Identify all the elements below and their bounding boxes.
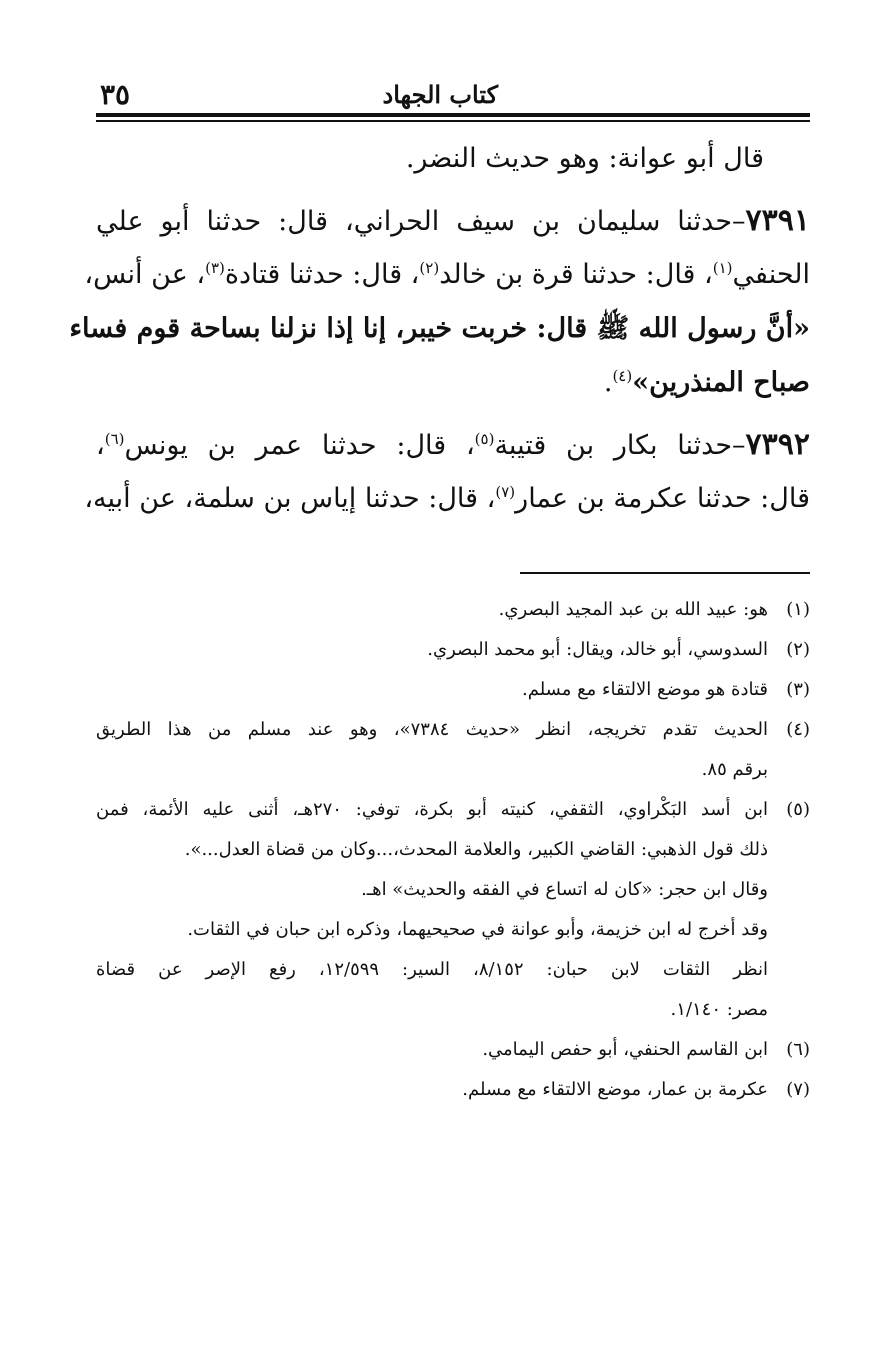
hadith-text: ، قال: حدثنا قرة بن خالد	[439, 259, 713, 290]
hadith-7391-line-2	[84, 248, 810, 302]
text-line	[96, 132, 810, 186]
hadith-text: ، قال: حدثنا إياس بن سلمة، عن أبيه،	[84, 483, 496, 514]
hadith-7391-line-4	[96, 356, 810, 410]
footnote-line: ابن القاسم الحنفي، أبو حفص اليمامي.	[482, 1039, 768, 1060]
hadith-number: ٧٣٩٢	[745, 427, 810, 462]
main-text	[69, 132, 810, 526]
footnote-1	[96, 590, 810, 630]
footnote-number: (٢)	[786, 639, 810, 660]
footnote-line: عكرمة بن عمار، موضع الالتقاء مع مسلم.	[462, 1079, 768, 1100]
hadith-text: ، قال: حدثنا قتادة	[224, 259, 420, 290]
footnote-number: (٧)	[786, 1079, 810, 1100]
footnotes	[96, 590, 810, 1110]
footnote-separator	[520, 572, 810, 574]
running-header	[96, 78, 810, 112]
footnote-number: (٦)	[786, 1039, 810, 1060]
hadith-text: .	[603, 367, 613, 398]
hadith-number: ٧٣٩١	[745, 203, 810, 238]
footnote-line: برقم ٨٥.	[701, 759, 768, 780]
header-rule-thin	[96, 120, 810, 122]
footnote-line: الحديث تقدم تخريجه، انظر «حديث ٧٣٨٤»، وهو عند مسلم من هذا الطريق	[96, 719, 769, 740]
footnote-ref[interactable]: (٧)	[495, 483, 516, 501]
footnote-line: ابن أسد البَكْراوي، الثقفي، كنيته أبو بكرة، توفي: ٢٧٠هـ، أثنى عليه الأئمة، فمن	[96, 799, 768, 820]
footnote-line: قتادة هو موضع الالتقاء مع مسلم.	[522, 679, 768, 700]
hadith-text: –حدثنا سليمان بن سيف الحراني، قال: حدثنا أبو علي	[96, 206, 746, 237]
footnote-ref[interactable]: (١)	[712, 259, 733, 277]
hadith-text: ، عن أنس،	[84, 259, 206, 290]
hadith-text: الحنفي	[732, 259, 810, 290]
footnote-4	[96, 710, 810, 790]
footnote-line: مصر: ١/١٤٠.	[670, 999, 768, 1020]
footnote-line: وقد أخرج له ابن خزيمة، وأبو عوانة في صحيحيهما، وذكره ابن حبان في الثقات.	[187, 919, 768, 940]
footnote-6	[96, 1030, 810, 1070]
chapter-title: كتاب الجهاد	[382, 80, 498, 109]
footnote-ref[interactable]: (٢)	[419, 259, 440, 277]
hadith-text: ، قال: حدثنا عمر بن يونس	[124, 430, 475, 461]
hadith-text: –حدثنا بكار بن قتيبة	[494, 430, 746, 461]
text-line-content: قال أبو عوانة: وهو حديث النضر.	[405, 143, 764, 174]
page-number: ٣٥	[100, 78, 131, 111]
footnote-line: انظر الثقات لابن حبان: ٨/١٥٢، السير: ١٢/٥٩٩، رفع الإصر عن قضاة	[96, 959, 768, 980]
hadith-matn: «أنَّ رسول الله ﷺ قال: خربت خيبر، إنا إذا نزلنا بساحة قوم فساء	[69, 313, 810, 344]
footnote-5	[96, 790, 810, 1030]
footnote-7	[96, 1070, 810, 1110]
hadith-7392-line-1	[96, 418, 810, 472]
footnote-number: (٤)	[786, 719, 810, 740]
footnote-line: ذلك قول الذهبي: القاضي الكبير، والعلامة المحدث،...وكان من قضاة العدل...».	[184, 839, 768, 860]
footnote-ref[interactable]: (٤)	[612, 367, 633, 385]
hadith-7391-line-1	[96, 194, 810, 248]
footnote-line: السدوسي، أبو خالد، ويقال: أبو محمد البصري.	[427, 639, 768, 660]
footnote-ref[interactable]: (٣)	[205, 259, 225, 277]
footnote-number: (٣)	[786, 679, 810, 700]
footnote-ref[interactable]: (٦)	[104, 430, 125, 448]
hadith-7392-line-2	[84, 472, 810, 526]
footnote-2	[96, 630, 810, 670]
hadith-text: ،	[96, 430, 105, 461]
footnote-3	[96, 670, 810, 710]
hadith-text: قال: حدثنا عكرمة بن عمار	[515, 483, 810, 514]
hadith-matn: صباح المنذرين»	[632, 367, 810, 398]
header-rule-thick	[96, 113, 810, 117]
footnote-number: (١)	[786, 599, 810, 620]
footnote-ref[interactable]: (٥)	[474, 430, 495, 448]
footnote-line: وقال ابن حجر: «كان له اتساع في الفقه والحديث» اهـ.	[361, 879, 768, 900]
footnote-line: هو: عبيد الله بن عبد المجيد البصري.	[498, 599, 768, 620]
hadith-7391-line-3	[69, 302, 810, 356]
footnote-number: (٥)	[786, 799, 810, 820]
